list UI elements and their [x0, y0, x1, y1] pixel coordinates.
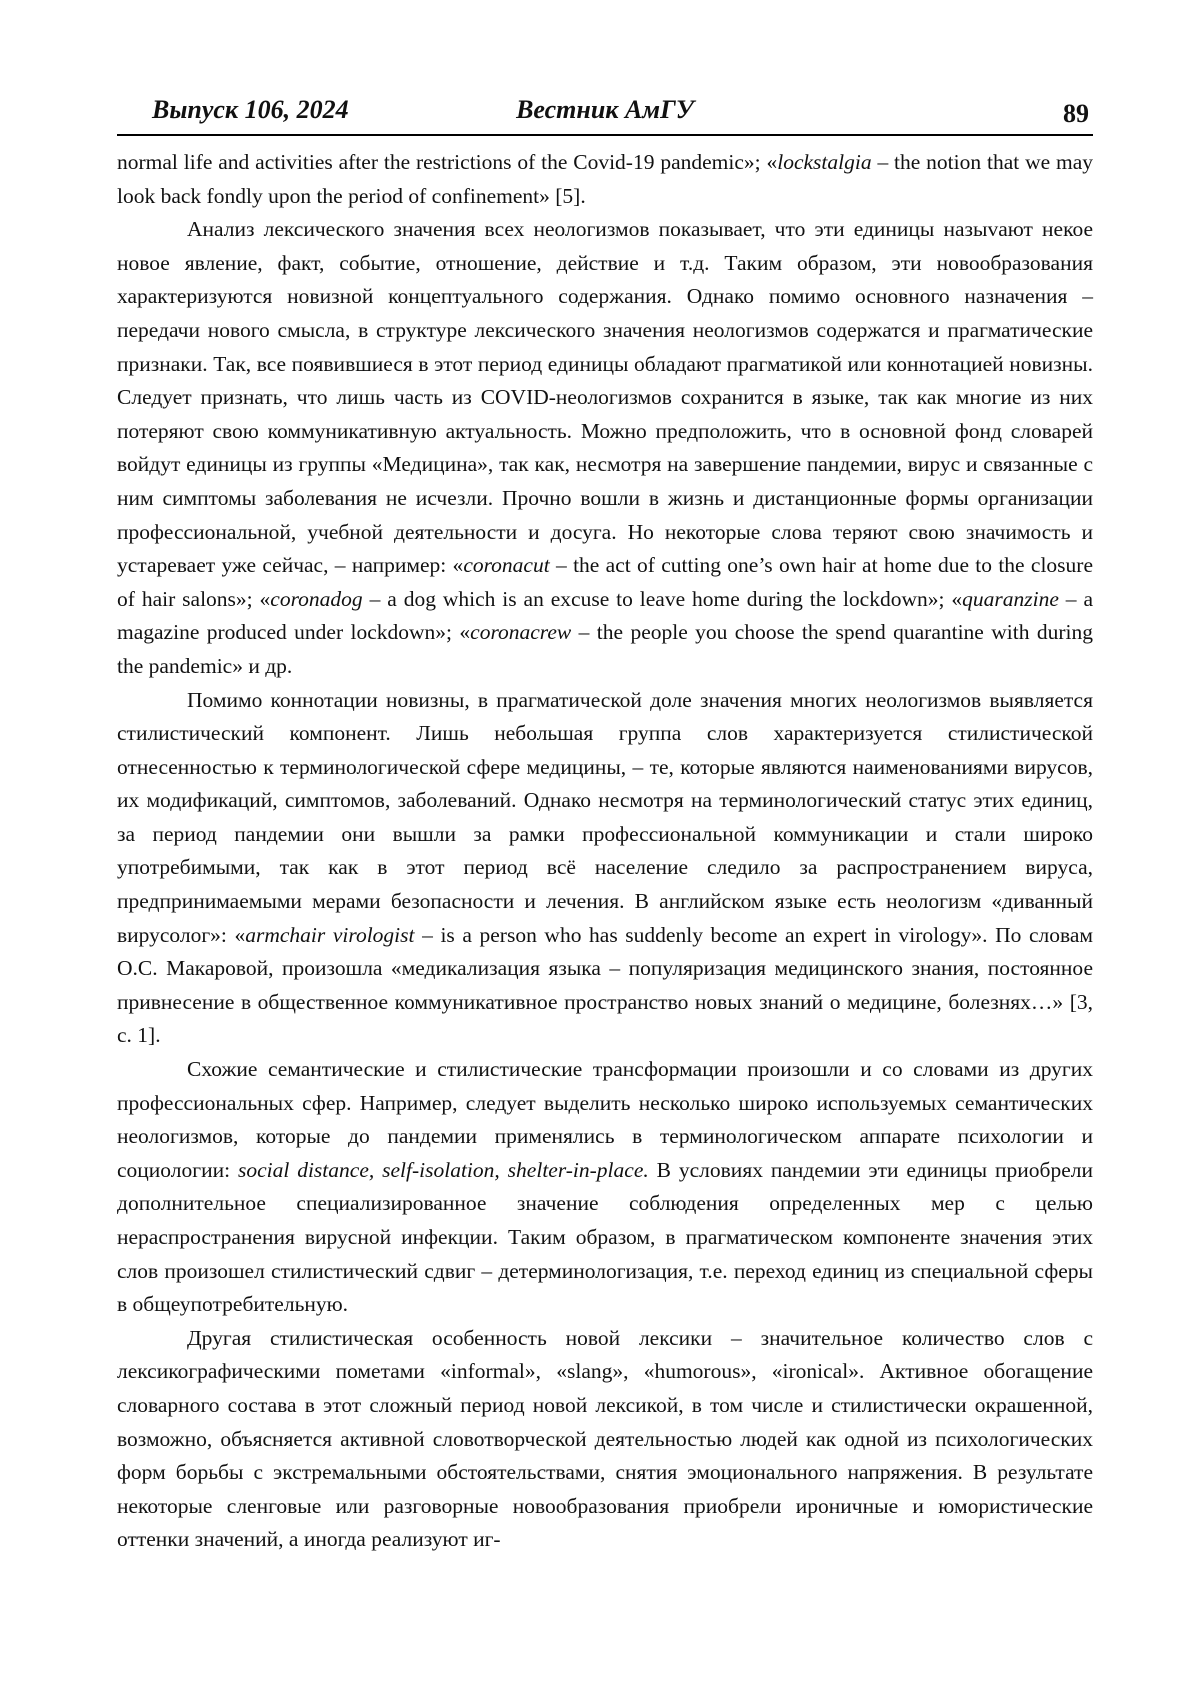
- text-run: Анализ лексического значения всех неологизмов показывает, что эти единицы назыvают некое новое явление, факт, событие, отношение, действие и т.д. Таким образом, эти новообразования характеризуются новизной концептуального содержания. Однако помимо основного назначения – передачи нового смысла, в структуре лексического значения неологизмов содержатся и прагматические признаки. Так, все появившиеся в этот период единицы обладают прагматикой или коннотацией новизны. Следует признать, что лишь часть из COVID-неологизмов сохранится в языке, так как многие из них потеряют свою коммуникативную актуальность. Можно предположить, что в основной фонд словарей войдут единицы из группы «Медицина», так как, несмотря на завершение пандемии, вирус и связанные с ним симптомы заболевания не исчезли. Прочно вошли в жизнь и дистанционные формы организации профессиональной, учебной деятельности и досуга. Но некоторые слова теряют свою значимость и устаревает уже сейчас, – например: «: [117, 217, 1093, 578]
- italic-term: social distance, self-isolation, shelter-in-place.: [237, 1157, 649, 1182]
- text-run: – a magazine produced under lockdown»; «: [117, 586, 1094, 645]
- text-run: – the act of cutting one’s own hair at home due to the closure of hair salons»; «: [117, 553, 1093, 611]
- text-run: Схожие семантические и стилистические трансформации произошли и со словами из других профессиональных сфер. Например, следует выделить несколько широко используемых семантических неологизмов, которые до пандемии применялись в терминологическом аппарате психологии и социологии:: [117, 1057, 1093, 1182]
- text-run: – the notion that we may look back fondly upon the period of confinement» [5].: [117, 150, 1094, 208]
- paragraph: [117, 1053, 1093, 1322]
- paragraph: [117, 684, 1093, 1054]
- paragraph: [117, 213, 1093, 683]
- journal-title: Вестник АмГУ: [516, 95, 694, 124]
- running-header: [117, 90, 1093, 136]
- italic-term: coronacut: [463, 553, 550, 578]
- text-run: – is a person who has suddenly become an expert in virology». По словам О.С. Макаровой, произошла «медикализация языка – популяризация медицинского знания, постоянное привнесение в общественное коммуникативное пространство новых знаний о медицине, болезнях…» [3, с. 1].: [117, 922, 1093, 1048]
- text-run: В условиях пандемии эти единицы приобрели дополнительное специализированное значение соблюдения определенных мер с целью нераспространения вирусной инфекции. Таким образом, в прагматическом компоненте значения этих слов произошел стилистический сдвиг – детерминологизация, т.е. переход единиц из специальной сферы в общеупотребительную.: [117, 1157, 1093, 1317]
- text-run: Другая стилистическая особенность новой лексики – значительное количество слов с лексикографическими пометами «informal», «slang», «humorous», «ironical». Активное обогащение словарного состава в этот сложный период новой лексикой, в том числе и стилистически окрашенной, возможно, объясняется активной словотворческой деятельностью людей как одной из психологических форм борьбы с экстремальными обстоятельствами, снятия эмоционального напряжения. В результате некоторые сленговые или разговорные новообразования приобрели ироничные и юмористические оттенки значений, а иногда реализуют иг-: [117, 1325, 1093, 1552]
- text-run: Помимо коннотации новизны, в прагматической доле значения многих неологизмов выявляется стилистический компонент. Лишь небольшая группа слов характеризуется стилистической отнесенностью к терминологической сфере медицины, – те, которые являются наименованиями вирусов, их модификаций, симптомов, заболеваний. Однако несмотря на терминологический статус этих единиц, за период пандемии они вышли за рамки профессиональной коммуникации и стали широко употребимыми, так как в этот период всё население следило за распространением вируса, предпринимаемыми мерами безопасности и лечения. В английском языке есть неологизм «диванный вирусолог»: «: [117, 687, 1093, 947]
- italic-term: coronacrew: [470, 620, 572, 645]
- text-run: – a dog which is an excuse to leave home during the lockdown»; «: [362, 586, 963, 611]
- text-run: normal life and activities after the restrictions of the Covid-19 pandemic»; «: [117, 150, 778, 174]
- paragraph: [117, 1322, 1093, 1557]
- italic-term: lockstalgia: [777, 150, 872, 174]
- paragraph: [117, 146, 1093, 213]
- page-number: 89: [1063, 99, 1089, 128]
- italic-term: coronadog: [270, 586, 363, 611]
- italic-term: quaranzine: [962, 586, 1059, 611]
- text-run: – the people you choose the spend quarantine with during the pandemic» и др.: [117, 620, 1093, 678]
- italic-term: armchair virologist: [245, 922, 415, 947]
- article-body: [117, 146, 1093, 1557]
- issue-label: Выпуск 106, 2024: [152, 95, 349, 124]
